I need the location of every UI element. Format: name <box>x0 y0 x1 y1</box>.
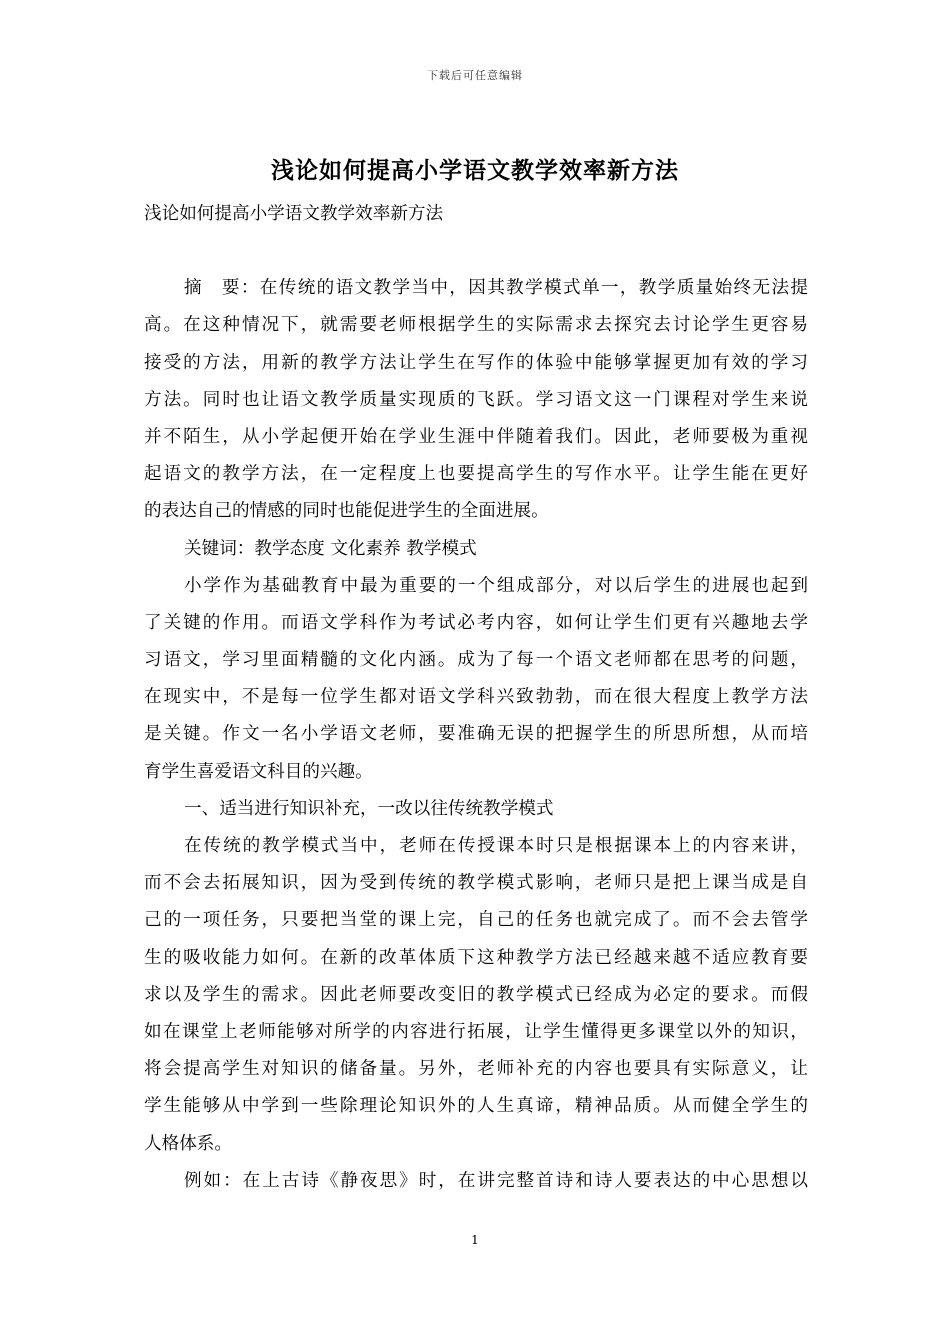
document-body <box>144 196 808 1200</box>
text-line: 并不陌生，从小学起便开始在学业生涯中伴随着我们。因此，老师要极为重视 <box>144 426 808 447</box>
text-line: 起语文的教学方法，在一定程度上也要提高学生的写作水平。让学生能在更好 <box>144 464 808 485</box>
text-line: 接受的方法，用新的教学方法让学生在写作的体验中能够掌握更加有效的学习 <box>144 352 808 373</box>
text-line: 小学作为基础教育中最为重要的一个组成部分，对以后学生的进展也起到 <box>184 575 808 596</box>
example-paragraph <box>144 1163 808 1200</box>
text-line: 例如：在上古诗《静夜思》时，在讲完整首诗和诗人要表达的中心思想以 <box>184 1170 808 1191</box>
text-line: 了关键的作用。而语文学科作为考试必考内容，如何让学生们更有兴趣地去学 <box>144 612 808 633</box>
text-line: 的表达自己的情感的同时也能促进学生的全面进展。 <box>144 501 549 522</box>
page-number: 1 <box>471 1233 479 1247</box>
text-line: 育学生喜爱语文科目的兴趣。 <box>144 761 373 782</box>
text-line: 高。在这种情况下，就需要老师根据学生的实际需求去探究去讨论学生更容易 <box>144 315 808 336</box>
text-line: 在传统的教学模式当中，老师在传授课本时只是根据课本上的内容来讲， <box>184 836 808 856</box>
intro-paragraph <box>144 568 808 791</box>
text-line: 如在课堂上老师能够对所学的内容进行拓展，让学生懂得更多课堂以外的知识， <box>144 1021 808 1042</box>
text-line: 在现实中，不是每一位学生都对语文学科兴致勃勃，而在很大程度上教学方法 <box>144 687 808 708</box>
page-header: 下载后可任意编辑 <box>427 69 523 82</box>
document-title: 浅论如何提高小学语文教学效率新方法 <box>271 157 679 184</box>
blank-line <box>144 233 808 270</box>
text-line: 将会提高学生对知识的储备量。另外，老师补充的内容也要具有实际意义，让 <box>144 1059 808 1080</box>
text-line: 己的一项任务，只要把当堂的课上完，自己的任务也就完成了。而不会去管学 <box>144 910 808 931</box>
subtitle: 浅论如何提高小学语文教学效率新方法 <box>144 204 444 224</box>
keywords-line: 关键词：教学态度 文化素养 教学模式 <box>184 538 477 559</box>
text-line: 是关键。作文一名小学语文老师，要准确无误的把握学生的所思所想，从而培 <box>144 724 808 745</box>
text-line: 方法。同时也让语文教学质量实现质的飞跃。学习语文这一门课程对学生来说 <box>144 389 808 410</box>
text-line: 生的吸收能力如何。在新的改革体质下这种教学方法已经越来越不适应教育要 <box>144 947 808 968</box>
text-line: 学生能够从中学到一些除理论知识外的人生真谛，精神品质。从而健全学生的 <box>144 1096 808 1117</box>
text-line: 人格体系。 <box>144 1133 232 1154</box>
section1-paragraph <box>144 828 808 1163</box>
text-line: 习语文，学习里面精髓的文化内涵。成为了每一个语文老师都在思考的问题， <box>144 650 808 671</box>
text-line: 摘 要：在传统的语文教学当中，因其教学模式单一，教学质量始终无法提 <box>184 278 808 299</box>
section-heading: 一、适当进行知识补充，一改以往传统教学模式 <box>184 798 554 819</box>
text-line: 求以及学生的需求。因此老师要改变旧的教学模式已经成为必定的要求。而假 <box>144 984 808 1005</box>
abstract-paragraph <box>144 270 808 530</box>
text-line: 而不会去拓展知识，因为受到传统的教学模式影响，老师只是把上课当成是自 <box>144 873 808 894</box>
